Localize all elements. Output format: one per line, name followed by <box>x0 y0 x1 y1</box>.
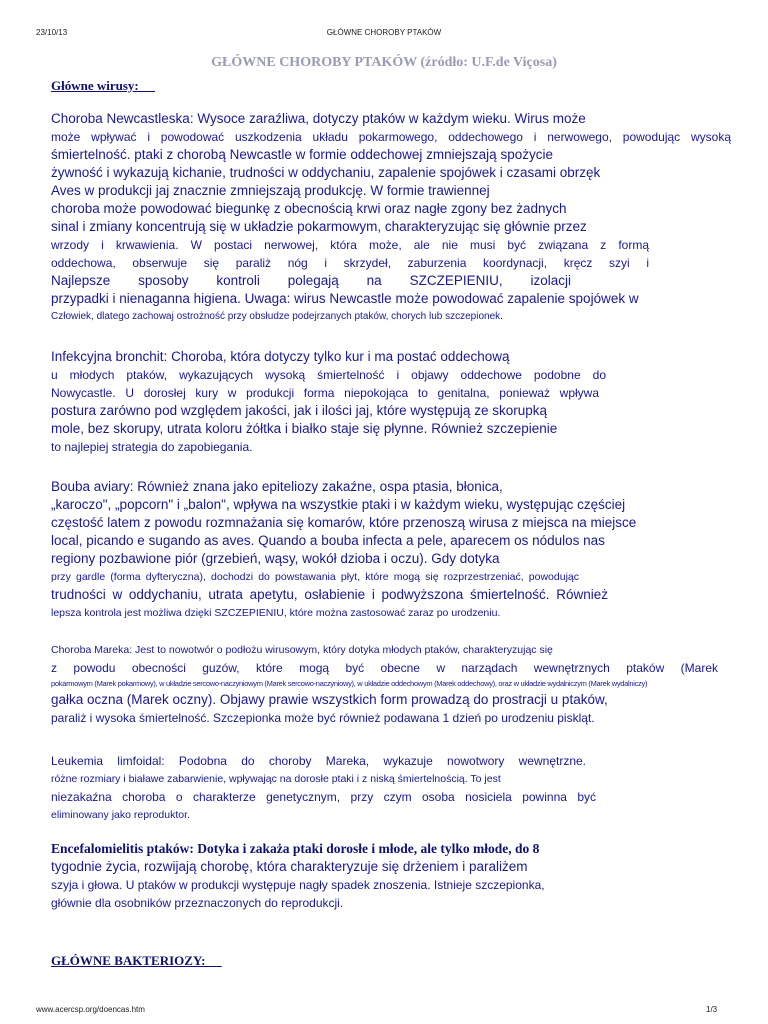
paragraph-encephalomyelitis <box>51 840 731 912</box>
text-line: Choroba Mareka: Jest to nowotwór o podłożu wirusowym, który dotyka młodych ptaków, charakteryzując się <box>51 644 553 656</box>
text-line: u młodych ptaków, wykazujących wysoką śmiertelność i objawy oddechowe podobne do <box>51 368 606 382</box>
text-line: Nowycastle. U dorosłej kury w produkcji forma niepokojąca to genitalna, ponieważ wpływa <box>51 386 599 400</box>
text-line: „karoczo", „popcorn" i „balon", wpływa na wszystkie ptaki i w każdym wieku, występując częściej <box>51 497 626 512</box>
text-line: pokarmowym (Marek pokarmowy), w układzie sercowo-naczyniowym (Marek sercowo-naczyniowy), w układzie oddechowym (Marek oddechowy), oraz w układzie wydalniczym (Marek wydalniczy) <box>51 679 648 688</box>
text-line: głównie dla osobników przeznaczonych do reprodukcji. <box>51 896 344 910</box>
text-line: eliminowany jako reproduktor. <box>51 809 190 821</box>
text-line: postura zarówno pod względem jakości, jak i ilości jaj, które występują ze skorupką <box>51 403 547 418</box>
text-line: Najlepsze sposoby kontroli polegają na SZCZEPIENIU, izolacji <box>51 273 571 288</box>
text-line: Infekcyjna bronchit: Choroba, która dotyczy tylko kur i ma postać oddechową <box>51 349 510 364</box>
text-line: różne rozmiary i białawe zabarwienie, wpływając na dorosłe ptaki i z niską śmiertelnością. To jest <box>51 773 501 785</box>
text-line: Encefalomielitis ptaków: Dotyka i zakaża ptaki dorosłe i młode, ale tylko młode, do 8 <box>51 841 540 856</box>
text-line: gałka oczna (Marek oczny). Objawy prawie wszystkich form prowadzą do prostracji u ptaków, <box>51 692 608 707</box>
section-heading-bacteria: GŁÓWNE BAKTERIOZY: <box>51 953 222 968</box>
text-line: przypadki i nienaganna higiena. Uwaga: wirus Newcastle może powodować zapalenie spojówek w <box>51 291 639 306</box>
paragraph-bronchitis <box>51 348 731 456</box>
paragraph-leukemia <box>51 752 731 824</box>
text-line: Bouba aviary: Również znana jako epiteliozy zakaźne, ospa ptasia, błonica, <box>51 479 503 494</box>
text-line: Człowiek, dlatego zachowaj ostrożność przy obsłudze podejrzanych ptaków, chorych lub szczepionek. <box>51 311 503 322</box>
text-line: może wpływać i powodować uszkodzenia układu pokarmowego, oddechowego i nerwowego, powodując wysoką <box>51 130 731 144</box>
section-heading-viruses: Główne wirusy: <box>51 78 155 93</box>
text-line: częstość latem z powodu rozmnażania się komarów, które przenoszą wirusa z miejsca na miejsce <box>51 515 637 530</box>
document-title: GŁÓWNE CHOROBY PTAKÓW (źródło: U.F.de Viçosa) <box>211 55 557 70</box>
header-title: GŁÓWNE CHOROBY PTAKÓW <box>326 28 442 37</box>
text-line: tygodnie życia, rozwijają chorobę, która charakteryzuje się drżeniem i paraliżem <box>51 859 528 874</box>
paragraph-marek <box>51 641 767 727</box>
text-line: lepsza kontrola jest możliwa dzięki SZCZEPIENIU, które można zastosować zaraz po urodzeniu. <box>51 607 501 619</box>
text-line: Choroba Newcastleska: Wysoce zaraźliwa, dotyczy ptaków w każdym wieku. Wirus może <box>51 111 586 126</box>
text-line: choroba może powodować biegunkę z obecnością krwi oraz nagłe zgony bez żadnych <box>51 201 567 216</box>
header-date: 23/10/13 <box>36 28 68 37</box>
text-line: z powodu obecności guzów, które mogą być obecne w narządach wewnętrznych ptaków (Marek <box>51 661 718 675</box>
text-line: śmiertelność. ptaki z chorobą Newcastle w formie oddechowej zmniejszają spożycie <box>51 147 553 162</box>
text-line: paraliż i wysoka śmiertelność. Szczepionka może być również podawana 1 dzień po urodzeniu piskląt. <box>51 711 595 725</box>
text-line: niezakaźna choroba o charakterze genetycznym, przy czym osoba nosiciela powinna być <box>51 790 596 804</box>
text-line: trudności w oddychaniu, utrata apetytu, osłabienie i podwyższona śmiertelność. Również <box>51 587 608 602</box>
text-line: regiony pozbawione piór (grzebień, wąsy, wokół dzioba i oczu). Gdy dotyka <box>51 551 500 566</box>
footer-page-number: 1/3 <box>706 1005 718 1014</box>
text-line: szyja i głowa. U ptaków w produkcji występuje nagły spadek znoszenia. Istnieje szczepionka, <box>51 878 545 892</box>
text-line: Leukemia limfoidal: Podobna do choroby Mareka, wykazuje nowotwory wewnętrzne. <box>51 754 586 768</box>
text-line: przy gardle (forma dyfteryczna), dochodzi do powstawania płyt, które mogą się rozprzestrzeniać, powodując <box>51 571 579 583</box>
text-line: oddechowa, obserwuje się paraliż nóg i skrzydeł, zaburzenia koordynacji, kręcz szyi i <box>51 256 649 270</box>
text-line: local, picando e sugando as aves. Quando a bouba infecta a pele, aparecem os nódulos nas <box>51 533 605 548</box>
text-line: mole, bez skorupy, utrata koloru żółtka i białko staje się płynne. Również szczepienie <box>51 421 558 436</box>
text-line: to najlepiej strategia do zapobiegania. <box>51 440 253 454</box>
footer-url: www.acercsp.org/doencas.htm <box>36 1005 145 1014</box>
text-line: wrzody i krwawienia. W postaci nerwowej, która może, ale nie musi być związana z formą <box>51 238 649 252</box>
paragraph-pox <box>51 478 731 622</box>
paragraph-newcastle <box>51 110 731 326</box>
text-line: Aves w produkcji jaj znacznie zmniejszają produkcję. W formie trawiennej <box>51 183 490 198</box>
text-line: sinal i zmiany koncentrują się w układzie pokarmowym, charakteryzując się głównie przez <box>51 219 587 234</box>
text-line: żywność i wykazują kichanie, trudności w oddychaniu, zapalenie spojówek i czasami obrzęk <box>51 165 601 180</box>
